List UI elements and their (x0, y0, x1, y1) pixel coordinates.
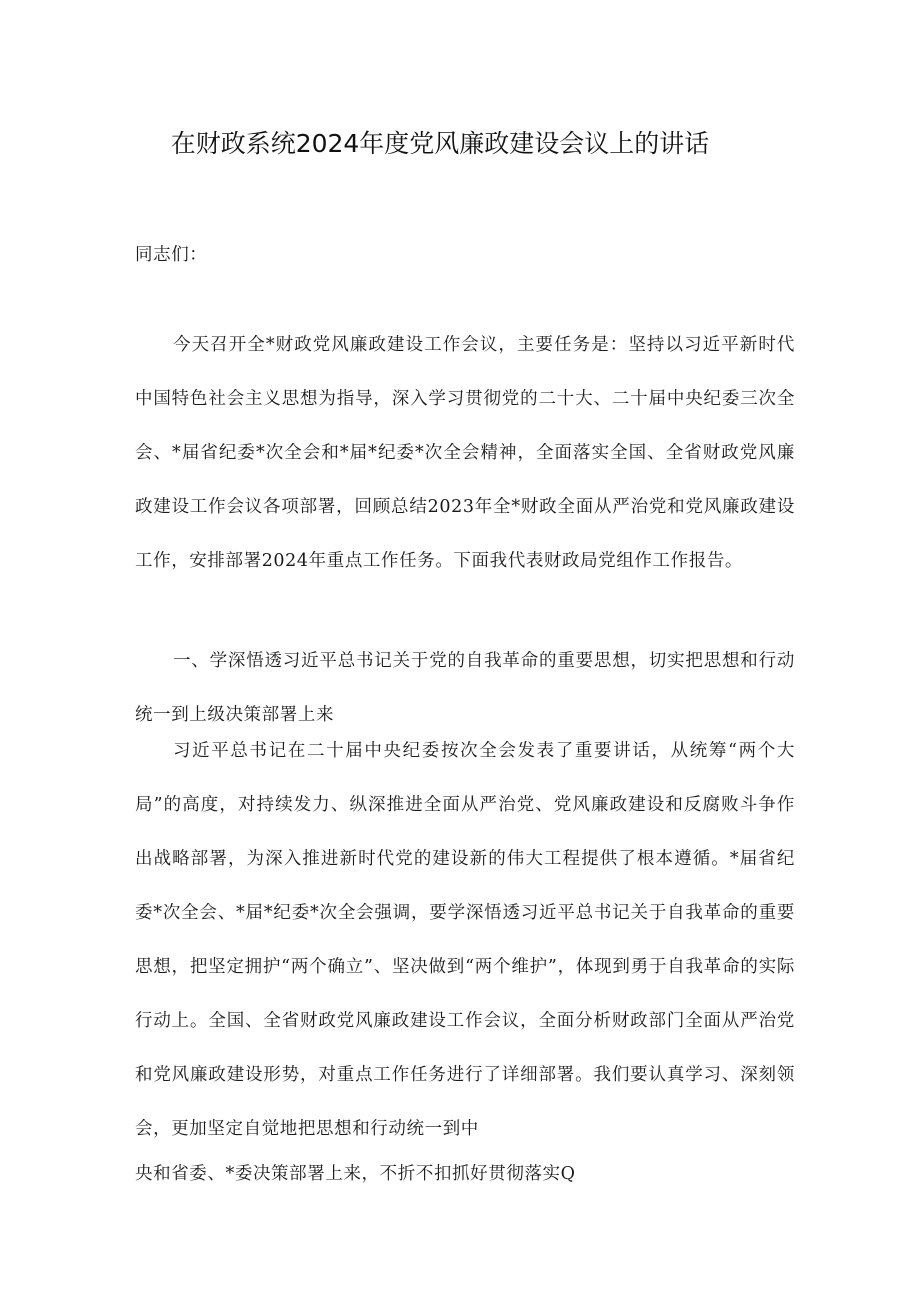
paragraph-intro: 今天召开全*财政党风廉政建设工作会议，主要任务是：坚持以习近平新时代中国特色社会主义思想为指导，深入学习贯彻党的二十大、二十届中央纪委三次全会、*届省纪委*次全会和*届*纪委*次全会精神，全面落实全国、全省财政党风廉政建设工作会议各项部署，回顾总结2023年全*财政全面从严治党和党风廉政建设工作，安排部署2024年重点工作任务。下面我代表财政局党组作工作报告。 (135, 335, 795, 571)
section-heading-1: 一、学深悟透习近平总书记关于党的自我革命的重要思想，切实把思想和行动统一到上级决策部署上来 (135, 651, 795, 725)
salutation: 同志们： (135, 245, 208, 265)
paragraph-section-1: 习近平总书记在二十届中央纪委按次全会发表了重要讲话，从统筹“两个大局”的高度，对持续发力、纵深推进全面从严治党、党风廉政建设和反腐败斗争作出战略部署，为深入推进新时代党的建设新的伟大工程提供了根本遵循。*届省纪委*次全会、*届*纪委*次全会强调，要学深悟透习近平总书记关于自我革命的重要思想，把坚定拥护“两个确立”、坚决做到“两个维护”，体现到勇于自我革命的实际行动上。全国、全省财政党风廉政建设工作会议，全面分析财政部门全面从严治党和党风廉政建设形势，对重点工作任务进行了详细部署。我们要认真学习、深刻领会，更加坚定自觉地把思想和行动统一到中 (135, 741, 795, 1139)
document-title: 在财政系统2024年度党风廉政建设会议上的讲话 (170, 129, 710, 158)
paragraph-continuation: 央和省委、*委决策部署上来，不折不扣抓好贯彻落实Q (135, 1164, 576, 1184)
